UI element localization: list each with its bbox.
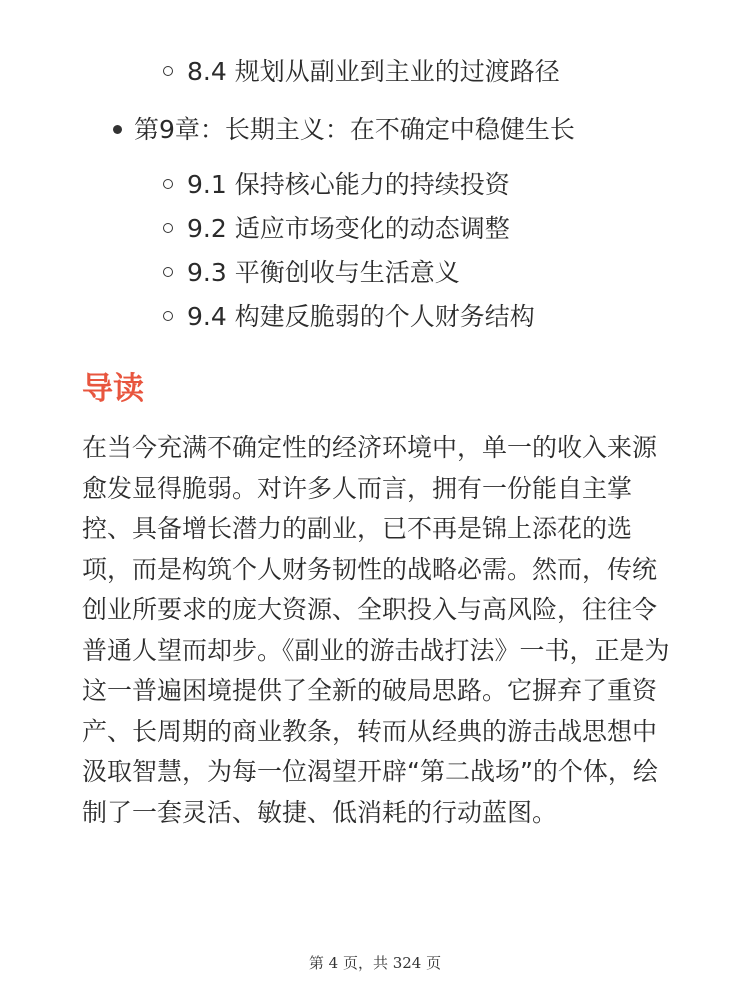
- hollow-circle-bullet-icon: [163, 267, 173, 277]
- toc-sub-item-label: 9.2 适应市场变化的动态调整: [187, 214, 510, 243]
- toc-chapter-label: 第9章：长期主义：在不确定中稳健生长: [134, 115, 575, 144]
- toc-chapter-item: [113, 110, 575, 150]
- page-number: 第 4 页，共 324 页: [308, 954, 442, 972]
- toc-sub-item: [163, 54, 560, 90]
- toc-sub-item: [163, 255, 460, 291]
- hollow-circle-bullet-icon: [163, 66, 173, 76]
- toc-sub-item: [163, 299, 535, 335]
- section-heading: 导读: [82, 371, 144, 407]
- toc-sub-item-label: 9.1 保持核心能力的持续投资: [187, 170, 510, 199]
- toc-sub-item: [163, 211, 510, 247]
- toc-sub-item-label: 9.4 构建反脆弱的个人财务结构: [187, 302, 535, 331]
- toc-sub-item-label: 8.4 规划从副业到主业的过渡路径: [187, 57, 560, 86]
- toc-sub-item: [163, 167, 510, 203]
- intro-paragraph: 在当今充满不确定性的经济环境中，单一的收入来源愈发显得脆弱。对许多人而言，拥有一份能自主掌控、具备增长潜力的副业，已不再是锦上添花的选项，而是构筑个人财务韧性的战略必需。然而，传统创业所要求的庞大资源、全职投入与高风险，往往令普通人望而却步。《副业的游击战打法》一书，正是为这一普遍困境提供了全新的破局思路。它摒弃了重资产、长周期的商业教条，转而从经典的游击战思想中汲取智慧，为每一位渴望开辟“第二战场”的个体，绘制了一套灵活、敏捷、低消耗的行动蓝图。: [82, 433, 670, 827]
- filled-circle-bullet-icon: [113, 125, 122, 134]
- hollow-circle-bullet-icon: [163, 311, 173, 321]
- toc-sub-item-label: 9.3 平衡创收与生活意义: [187, 258, 460, 287]
- hollow-circle-bullet-icon: [163, 179, 173, 189]
- hollow-circle-bullet-icon: [163, 223, 173, 233]
